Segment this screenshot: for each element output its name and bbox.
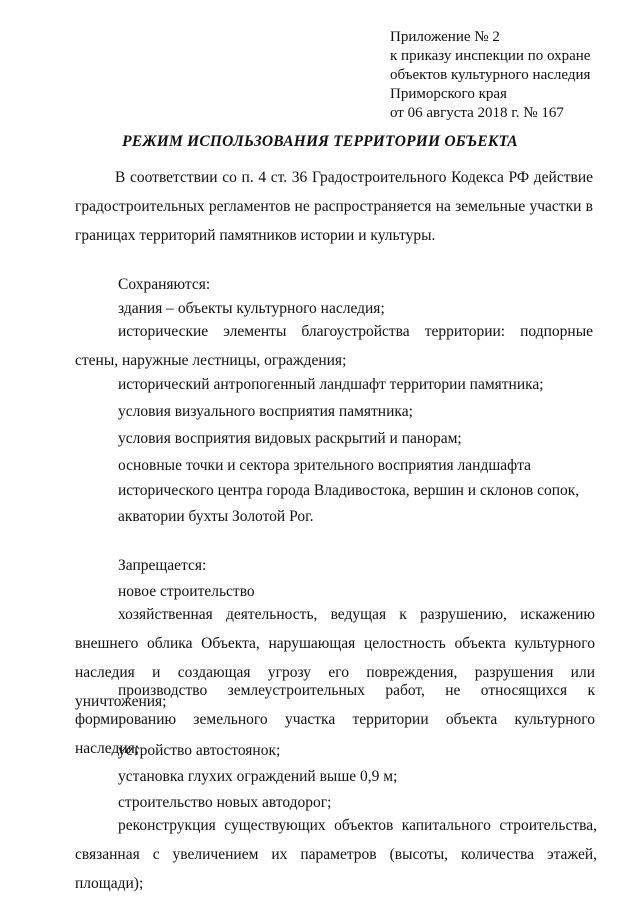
list-item: здания – объекты культурного наследия; bbox=[118, 300, 385, 317]
list-item: условия визуального восприятия памятника; bbox=[118, 403, 413, 420]
list-item: исторический антропогенный ландшафт территории памятника; bbox=[118, 376, 544, 393]
prohibited-heading: Запрещается: bbox=[118, 557, 207, 574]
list-item: акватории бухты Золотой Рог. bbox=[118, 508, 314, 525]
annex-line: Приморского края bbox=[390, 86, 507, 102]
list-item: исторические элементы благоустройства территории: подпорные стены, наружные лестницы, ограждения; bbox=[75, 323, 593, 369]
annex-header bbox=[390, 28, 590, 123]
list-item: новое строительство bbox=[118, 583, 255, 600]
annex-line: к приказу инспекции по охране bbox=[390, 48, 591, 64]
list-item: исторического центра города Владивостока, вершин и склонов сопок, bbox=[118, 482, 580, 499]
annex-line: Приложение № 2 bbox=[390, 29, 500, 45]
document-title: РЕЖИМ ИСПОЛЬЗОВАНИЯ ТЕРРИТОРИИ ОБЪЕКТА bbox=[122, 133, 518, 150]
annex-line: от 06 августа 2018 г. № 167 bbox=[390, 105, 564, 121]
annex-line: объектов культурного наследия bbox=[390, 67, 591, 83]
intro-paragraph: В соответствии со п. 4 ст. 36 Градостроительного Кодекса РФ действие градостроительных регламентов не распространяется на земельные участки в границах территорий памятников истории и культуры. bbox=[75, 169, 593, 244]
list-item: основные точки и сектора зрительного восприятия ландшафта bbox=[118, 457, 532, 474]
list-item: строительство новых автодорог; bbox=[118, 794, 332, 811]
list-item: хозяйственная деятельность, ведущая к разрушению, искажению внешнего облика Объекта, нарушающая целостность объекта культурного наследия и создающая угрозу его повреждения, разрушения или уничтожения; bbox=[75, 606, 595, 710]
list-item: установка глухих ограждений выше 0,9 м; bbox=[118, 768, 398, 785]
list-item: производство землеустроительных работ, не относящихся к формированию земельного участка территории объекта культурного наследия; bbox=[75, 682, 595, 757]
list-item: устройство автостоянок; bbox=[118, 742, 281, 759]
list-item: условия восприятия видовых раскрытий и панорам; bbox=[118, 430, 462, 447]
list-item: реконструкция существующих объектов капитального строительства, связанная с увеличением их параметров (высоты, количества этажей, площади); bbox=[75, 817, 597, 892]
preserved-heading: Сохраняются: bbox=[118, 276, 211, 293]
